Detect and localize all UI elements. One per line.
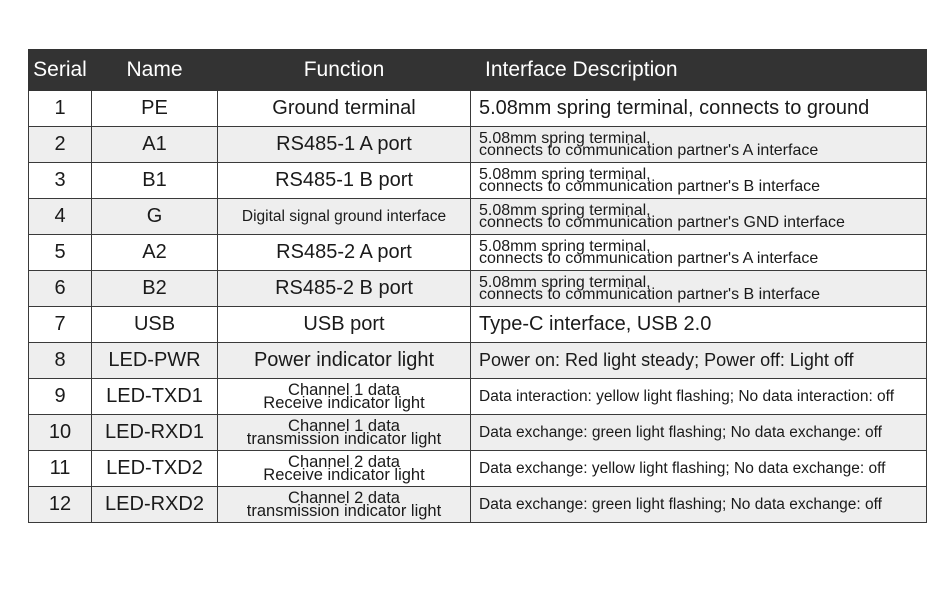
description-lines [479, 460, 926, 478]
table-row [29, 127, 927, 163]
description-line: 5.08mm spring terminal, [479, 273, 651, 291]
description-lines [479, 237, 926, 267]
cell-interface-description [471, 415, 927, 451]
header-serial: Serial [29, 50, 92, 91]
cell-function [218, 415, 471, 451]
cell-name: PE [92, 91, 218, 127]
description-lines [479, 201, 926, 231]
cell-serial: 2 [29, 127, 92, 163]
function-lines [218, 349, 470, 372]
description-lines [479, 350, 926, 371]
cell-function [218, 235, 471, 271]
function-lines [218, 241, 470, 264]
cell-interface-description [471, 235, 927, 271]
cell-serial: 10 [29, 415, 92, 451]
description-line: 5.08mm spring terminal, [479, 165, 651, 183]
cell-function [218, 199, 471, 235]
cell-interface-description [471, 343, 927, 379]
cell-function [218, 451, 471, 487]
description-lines [479, 424, 926, 442]
function-line: RS485-2 A port [276, 241, 412, 263]
function-line: Receive indicator light [263, 465, 425, 484]
table-row [29, 415, 927, 451]
table-body [29, 91, 927, 523]
cell-serial: 4 [29, 199, 92, 235]
cell-name: LED-RXD2 [92, 487, 218, 523]
description-line: connects to communication partner's A interface [479, 141, 819, 159]
cell-name: LED-TXD2 [92, 451, 218, 487]
cell-serial: 11 [29, 451, 92, 487]
cell-interface-description [471, 307, 927, 343]
description-line: Data exchange: yellow light flashing; No data exchange: off [479, 459, 886, 477]
function-line: Channel 2 data [288, 452, 400, 471]
function-lines [218, 277, 470, 300]
function-line: Channel 2 data [288, 488, 400, 507]
description-line: 5.08mm spring terminal, [479, 237, 651, 255]
description-lines [479, 165, 926, 195]
function-line: USB port [303, 313, 385, 335]
header-row [29, 50, 927, 91]
description-line: 5.08mm spring terminal, [479, 129, 651, 147]
description-line: Data interaction: yellow light flashing; No data interaction: off [479, 387, 895, 405]
cell-interface-description [471, 127, 927, 163]
cell-interface-description [471, 451, 927, 487]
description-line: 5.08mm spring terminal, [479, 201, 651, 219]
function-line: Ground terminal [272, 97, 416, 119]
function-line: RS485-1 B port [275, 169, 413, 191]
table-row [29, 343, 927, 379]
header-name: Name [92, 50, 218, 91]
description-lines [479, 313, 926, 336]
function-line: Receive indicator light [263, 393, 425, 412]
header-interface-description: Interface Description [471, 50, 927, 91]
cell-serial: 1 [29, 91, 92, 127]
cell-serial: 9 [29, 379, 92, 415]
cell-function [218, 163, 471, 199]
description-line: Data exchange: green light flashing; No data exchange: off [479, 495, 882, 513]
cell-name: LED-PWR [92, 343, 218, 379]
description-line: connects to communication partner's B interface [479, 285, 820, 303]
cell-interface-description [471, 379, 927, 415]
description-lines [479, 129, 926, 159]
cell-interface-description [471, 271, 927, 307]
description-line: connects to communication partner's GND interface [479, 213, 845, 231]
cell-interface-description [471, 487, 927, 523]
description-line: 5.08mm spring terminal, connects to ground [479, 97, 870, 119]
header-function: Function [218, 50, 471, 91]
cell-name: LED-TXD1 [92, 379, 218, 415]
function-lines [218, 208, 470, 226]
table-row [29, 307, 927, 343]
interface-spec-table [28, 49, 927, 523]
table-row [29, 199, 927, 235]
cell-interface-description [471, 91, 927, 127]
cell-function [218, 271, 471, 307]
table-row [29, 271, 927, 307]
function-line: Power indicator light [253, 349, 435, 371]
function-lines [218, 416, 470, 448]
function-lines [218, 133, 470, 156]
table-row [29, 235, 927, 271]
table-row [29, 451, 927, 487]
description-line: connects to communication partner's A interface [479, 249, 819, 267]
cell-name: A1 [92, 127, 218, 163]
cell-function [218, 379, 471, 415]
table-row [29, 379, 927, 415]
cell-interface-description [471, 199, 927, 235]
function-line: RS485-1 A port [276, 133, 412, 155]
cell-name: B2 [92, 271, 218, 307]
description-line: Data exchange: green light flashing; No data exchange: off [479, 423, 882, 441]
cell-name: G [92, 199, 218, 235]
function-lines [218, 380, 470, 412]
cell-function [218, 307, 471, 343]
function-line: Digital signal ground interface [241, 207, 447, 225]
function-line: Channel 1 data [288, 416, 400, 435]
cell-serial: 8 [29, 343, 92, 379]
cell-serial: 5 [29, 235, 92, 271]
cell-name: B1 [92, 163, 218, 199]
description-line: connects to communication partner's B interface [479, 177, 820, 195]
cell-function [218, 91, 471, 127]
description-lines [479, 388, 926, 406]
cell-name: A2 [92, 235, 218, 271]
function-line: Channel 1 data [288, 380, 400, 399]
description-lines [479, 97, 926, 120]
function-lines [218, 452, 470, 484]
description-line: Power on: Red light steady; Power off: Light off [479, 350, 854, 370]
cell-name: USB [92, 307, 218, 343]
table-header [29, 50, 927, 91]
cell-serial: 7 [29, 307, 92, 343]
cell-function [218, 127, 471, 163]
function-lines [218, 97, 470, 120]
function-lines [218, 169, 470, 192]
function-line: transmission indicator light [246, 501, 442, 520]
table-row [29, 487, 927, 523]
description-line: Type-C interface, USB 2.0 [479, 313, 712, 335]
function-lines [218, 313, 470, 336]
cell-name: LED-RXD1 [92, 415, 218, 451]
description-lines [479, 496, 926, 514]
cell-function [218, 343, 471, 379]
function-line: transmission indicator light [246, 429, 442, 448]
cell-serial: 3 [29, 163, 92, 199]
function-line: RS485-2 B port [275, 277, 413, 299]
cell-serial: 12 [29, 487, 92, 523]
cell-interface-description [471, 163, 927, 199]
function-lines [218, 488, 470, 520]
cell-serial: 6 [29, 271, 92, 307]
description-lines [479, 273, 926, 303]
cell-function [218, 487, 471, 523]
table-row [29, 91, 927, 127]
table-row [29, 163, 927, 199]
